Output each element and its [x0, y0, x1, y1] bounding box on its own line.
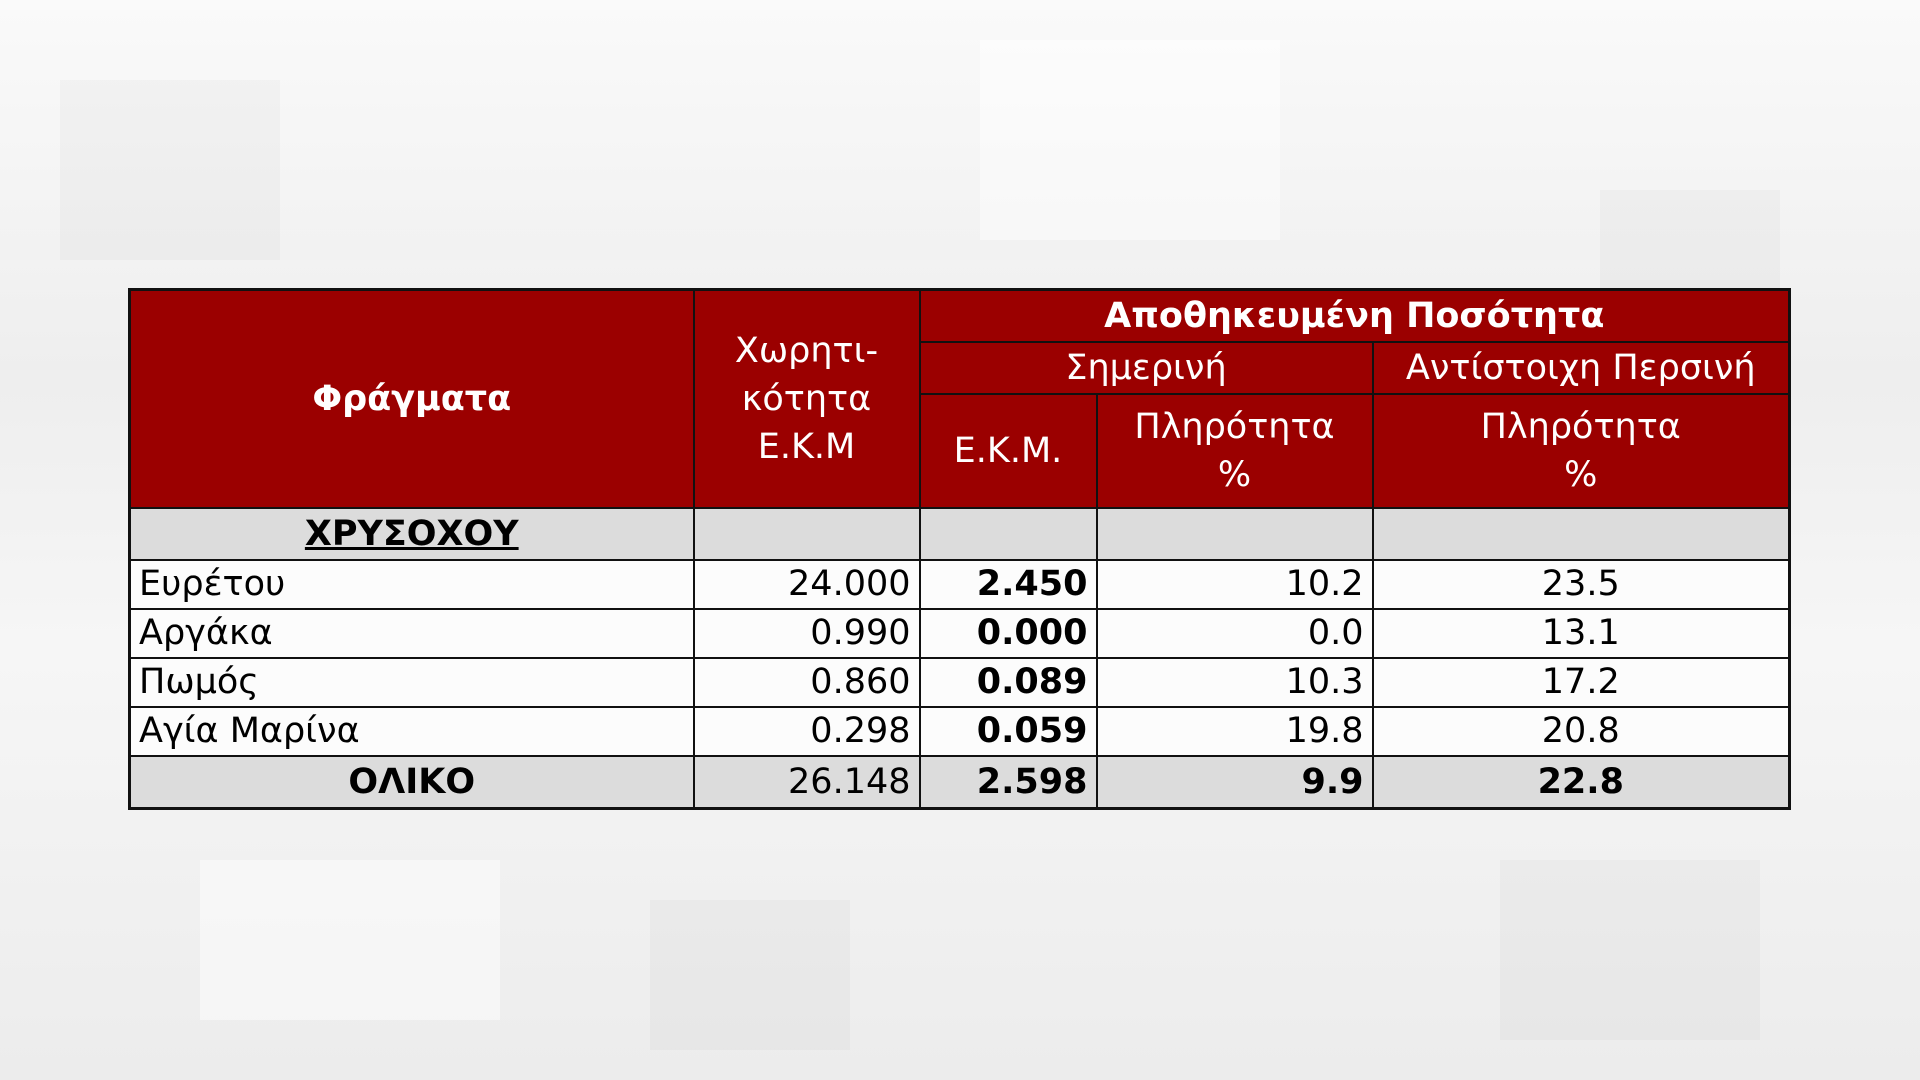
dam-fullness: 19.8: [1097, 707, 1373, 756]
header-capacity-line1: Χωρητι-: [734, 331, 879, 371]
header-dams: Φράγματα: [130, 290, 694, 509]
dam-fullness: 0.0: [1097, 609, 1373, 658]
dam-name: Πωμός: [130, 658, 694, 707]
table-row: [130, 658, 1790, 707]
header-ekm: Ε.Κ.Μ.: [920, 394, 1097, 508]
header-fullness-current-unit: %: [1217, 455, 1252, 495]
total-label: ΟΛΙΚΟ: [130, 756, 694, 809]
table-row: [130, 609, 1790, 658]
table-row: [130, 707, 1790, 756]
header-last-year: Αντίστοιχη Περσινή: [1373, 342, 1790, 394]
total-stored-ekm: 2.598: [920, 756, 1097, 809]
table-row: [130, 560, 1790, 609]
group-empty-cell: [1097, 508, 1373, 560]
header-capacity-line3: Ε.Κ.Μ: [757, 427, 856, 467]
dam-fullness: 10.3: [1097, 658, 1373, 707]
group-empty-cell: [694, 508, 920, 560]
header-current: Σημερινή: [920, 342, 1373, 394]
header-fullness-current: [1097, 394, 1373, 508]
group-empty-cell: [1373, 508, 1790, 560]
dam-stored-ekm: 0.000: [920, 609, 1097, 658]
background-square: [200, 860, 500, 1020]
background-square: [60, 80, 280, 260]
header-fullness-last-unit: %: [1564, 455, 1598, 495]
dam-name: Αγία Μαρίνα: [130, 707, 694, 756]
dam-name: Ευρέτου: [130, 560, 694, 609]
total-last-year-fullness: 22.8: [1373, 756, 1790, 809]
background-square: [650, 900, 850, 1050]
dam-capacity: 0.298: [694, 707, 920, 756]
header-capacity-line2: κότητα: [741, 379, 872, 419]
group-empty-cell: [920, 508, 1097, 560]
background-square: [980, 40, 1280, 240]
total-fullness: 9.9: [1097, 756, 1373, 809]
dam-stored-ekm: 0.059: [920, 707, 1097, 756]
dam-capacity: 0.860: [694, 658, 920, 707]
header-fullness-last-label: Πληρότητα: [1480, 407, 1681, 447]
dam-stored-ekm: 2.450: [920, 560, 1097, 609]
group-label: ΧΡΥΣΟΧΟΥ: [130, 508, 694, 560]
dam-name: Αργάκα: [130, 609, 694, 658]
total-row: [130, 756, 1790, 809]
dam-storage-table-container: [128, 288, 1788, 810]
dam-last-year-fullness: 17.2: [1373, 658, 1790, 707]
dam-stored-ekm: 0.089: [920, 658, 1097, 707]
dam-capacity: 0.990: [694, 609, 920, 658]
background-square: [1500, 860, 1760, 1040]
dam-fullness: 10.2: [1097, 560, 1373, 609]
total-capacity: 26.148: [694, 756, 920, 809]
header-fullness-last-year: [1373, 394, 1790, 508]
dam-last-year-fullness: 13.1: [1373, 609, 1790, 658]
header-fullness-current-label: Πληρότητα: [1134, 407, 1335, 447]
header-stored-quantity: Αποθηκευμένη Ποσότητα: [920, 290, 1790, 343]
dam-storage-table: [128, 288, 1791, 810]
dam-last-year-fullness: 20.8: [1373, 707, 1790, 756]
dam-last-year-fullness: 23.5: [1373, 560, 1790, 609]
group-row: [130, 508, 1790, 560]
dam-capacity: 24.000: [694, 560, 920, 609]
header-capacity: [694, 290, 920, 509]
